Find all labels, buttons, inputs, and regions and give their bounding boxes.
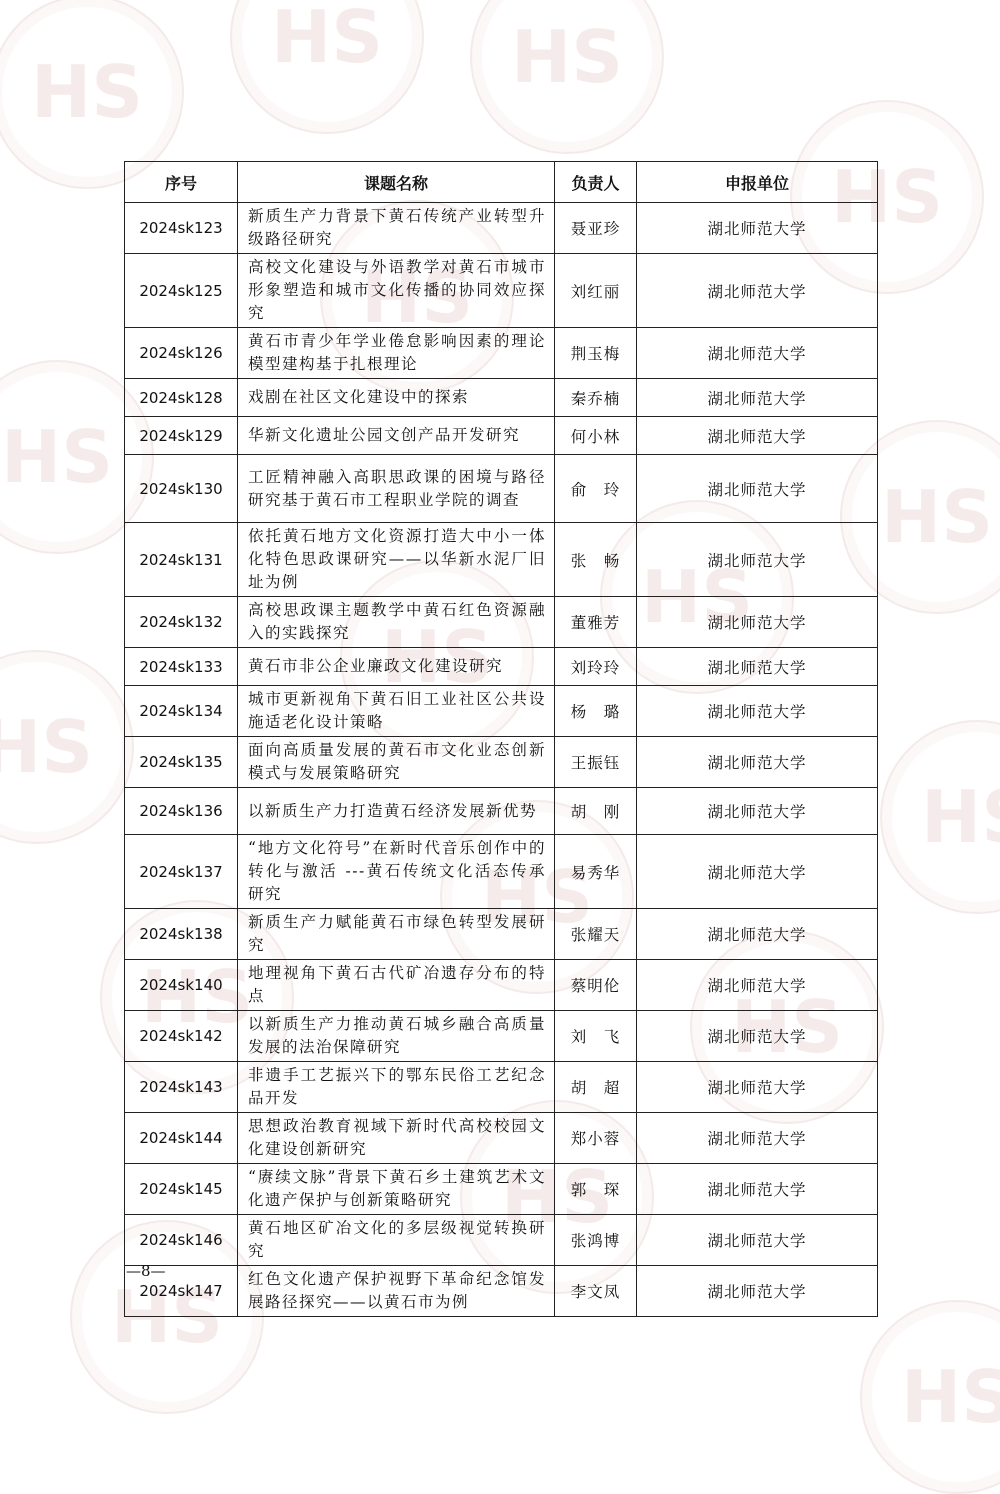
table-row xyxy=(125,523,878,597)
table-row xyxy=(125,379,878,417)
table-row xyxy=(125,686,878,737)
title-cell: 黄石地区矿冶文化的多层级视觉转换研究 xyxy=(238,1215,555,1266)
title-cell: 依托黄石地方文化资源打造大中小一体化特色思政课研究——以华新水泥厂旧址为例 xyxy=(238,523,555,597)
unit-cell: 湖北师范大学 xyxy=(637,1164,878,1215)
unit-cell: 湖北师范大学 xyxy=(637,909,878,960)
title-cell: 高校文化建设与外语教学对黄石市城市形象塑造和城市文化传播的协同效应探究 xyxy=(238,254,555,328)
title-cell: 红色文化遗产保护视野下革命纪念馆发展路径探究——以黄石市为例 xyxy=(238,1266,555,1317)
serial-cell: 2024sk136 xyxy=(125,788,238,835)
serial-cell: 2024sk146 xyxy=(125,1215,238,1266)
table-row xyxy=(125,737,878,788)
serial-cell: 2024sk138 xyxy=(125,909,238,960)
person-cell: 刘玲玲 xyxy=(555,648,637,686)
title-cell: 地理视角下黄石古代矿冶遗存分布的特点 xyxy=(238,960,555,1011)
serial-cell: 2024sk142 xyxy=(125,1011,238,1062)
unit-cell: 湖北师范大学 xyxy=(637,686,878,737)
title-cell: 戏剧在社区文化建设中的探索 xyxy=(238,379,555,417)
title-cell: 工匠精神融入高职思政课的困境与路径研究基于黄石市工程职业学院的调查 xyxy=(238,455,555,523)
title-cell: 新质生产力背景下黄石传统产业转型升级路径研究 xyxy=(238,203,555,254)
unit-cell: 湖北师范大学 xyxy=(637,328,878,379)
person-cell: 杨 璐 xyxy=(555,686,637,737)
table-row xyxy=(125,1011,878,1062)
table-row xyxy=(125,960,878,1011)
serial-cell: 2024sk145 xyxy=(125,1164,238,1215)
person-cell: 何小林 xyxy=(555,417,637,455)
table-row xyxy=(125,788,878,835)
title-cell: 面向高质量发展的黄石市文化业态创新模式与发展策略研究 xyxy=(238,737,555,788)
person-cell: 董雅芳 xyxy=(555,597,637,648)
table-row xyxy=(125,597,878,648)
header-unit: 申报单位 xyxy=(637,162,878,203)
title-cell: 黄石市青少年学业倦怠影响因素的理论模型建构基于扎根理论 xyxy=(238,328,555,379)
unit-cell: 湖北师范大学 xyxy=(637,417,878,455)
hs-seal-watermark xyxy=(860,1300,1000,1494)
hs-seal-watermark xyxy=(470,0,664,154)
serial-cell: 2024sk126 xyxy=(125,328,238,379)
table-row xyxy=(125,203,878,254)
person-cell: 郭 琛 xyxy=(555,1164,637,1215)
unit-cell: 湖北师范大学 xyxy=(637,1113,878,1164)
table-row xyxy=(125,1062,878,1113)
unit-cell: 湖北师范大学 xyxy=(637,597,878,648)
person-cell: 胡 刚 xyxy=(555,788,637,835)
person-cell: 郑小蓉 xyxy=(555,1113,637,1164)
table-row xyxy=(125,254,878,328)
table-row xyxy=(125,417,878,455)
title-cell: “地方文化符号”在新时代音乐创作中的转化与激活 ---黄石传统文化活态传承研究 xyxy=(238,835,555,909)
person-cell: 刘红丽 xyxy=(555,254,637,328)
unit-cell: 湖北师范大学 xyxy=(637,379,878,417)
person-cell: 秦乔楠 xyxy=(555,379,637,417)
table-row xyxy=(125,648,878,686)
title-cell: 非遗手工艺振兴下的鄂东民俗工艺纪念品开发 xyxy=(238,1062,555,1113)
serial-cell: 2024sk144 xyxy=(125,1113,238,1164)
serial-cell: 2024sk130 xyxy=(125,455,238,523)
person-cell: 聂亚珍 xyxy=(555,203,637,254)
unit-cell: 湖北师范大学 xyxy=(637,455,878,523)
person-cell: 张耀天 xyxy=(555,909,637,960)
hs-seal-watermark xyxy=(230,0,424,134)
serial-cell: 2024sk133 xyxy=(125,648,238,686)
unit-cell: 湖北师范大学 xyxy=(637,254,878,328)
table-row xyxy=(125,835,878,909)
serial-cell: 2024sk143 xyxy=(125,1062,238,1113)
person-cell: 蔡明伦 xyxy=(555,960,637,1011)
title-cell: 华新文化遗址公园文创产品开发研究 xyxy=(238,417,555,455)
hs-seal-watermark xyxy=(880,720,1000,914)
table-row xyxy=(125,1164,878,1215)
hs-seal-watermark xyxy=(0,650,134,844)
title-cell: 城市更新视角下黄石旧工业社区公共设施适老化设计策略 xyxy=(238,686,555,737)
table-row xyxy=(125,1266,878,1317)
serial-cell: 2024sk131 xyxy=(125,523,238,597)
unit-cell: 湖北师范大学 xyxy=(637,523,878,597)
person-cell: 胡 超 xyxy=(555,1062,637,1113)
unit-cell: 湖北师范大学 xyxy=(637,1062,878,1113)
serial-cell: 2024sk147 xyxy=(125,1266,238,1317)
title-cell: “赓续文脉”背景下黄石乡土建筑艺术文化遗产保护与创新策略研究 xyxy=(238,1164,555,1215)
unit-cell: 湖北师范大学 xyxy=(637,1266,878,1317)
unit-cell: 湖北师范大学 xyxy=(637,1011,878,1062)
unit-cell: 湖北师范大学 xyxy=(637,835,878,909)
title-cell: 思想政治教育视域下新时代高校校园文化建设创新研究 xyxy=(238,1113,555,1164)
table-row xyxy=(125,1215,878,1266)
table-body xyxy=(125,203,878,1317)
project-table xyxy=(124,161,878,1317)
unit-cell: 湖北师范大学 xyxy=(637,648,878,686)
person-cell: 张 畅 xyxy=(555,523,637,597)
serial-cell: 2024sk135 xyxy=(125,737,238,788)
person-cell: 刘 飞 xyxy=(555,1011,637,1062)
unit-cell: 湖北师范大学 xyxy=(637,1215,878,1266)
table-row xyxy=(125,1113,878,1164)
serial-cell: 2024sk128 xyxy=(125,379,238,417)
person-cell: 李文凤 xyxy=(555,1266,637,1317)
title-cell: 高校思政课主题教学中黄石红色资源融入的实践探究 xyxy=(238,597,555,648)
person-cell: 荆玉梅 xyxy=(555,328,637,379)
unit-cell: 湖北师范大学 xyxy=(637,737,878,788)
unit-cell: 湖北师范大学 xyxy=(637,203,878,254)
title-cell: 黄石市非公企业廉政文化建设研究 xyxy=(238,648,555,686)
person-cell: 王振钰 xyxy=(555,737,637,788)
table-row xyxy=(125,455,878,523)
header-person: 负责人 xyxy=(555,162,637,203)
unit-cell: 湖北师范大学 xyxy=(637,960,878,1011)
header-serial: 序号 xyxy=(125,162,238,203)
title-cell: 以新质生产力打造黄石经济发展新优势 xyxy=(238,788,555,835)
serial-cell: 2024sk125 xyxy=(125,254,238,328)
page-number: —8— xyxy=(126,1262,166,1280)
table-row xyxy=(125,909,878,960)
serial-cell: 2024sk132 xyxy=(125,597,238,648)
person-cell: 易秀华 xyxy=(555,835,637,909)
table-header-row xyxy=(125,162,878,203)
serial-cell: 2024sk134 xyxy=(125,686,238,737)
person-cell: 俞 玲 xyxy=(555,455,637,523)
unit-cell: 湖北师范大学 xyxy=(637,788,878,835)
title-cell: 以新质生产力推动黄石城乡融合高质量发展的法治保障研究 xyxy=(238,1011,555,1062)
serial-cell: 2024sk140 xyxy=(125,960,238,1011)
person-cell: 张鸿博 xyxy=(555,1215,637,1266)
serial-cell: 2024sk137 xyxy=(125,835,238,909)
title-cell: 新质生产力赋能黄石市绿色转型发展研究 xyxy=(238,909,555,960)
serial-cell: 2024sk129 xyxy=(125,417,238,455)
table-row xyxy=(125,328,878,379)
header-title: 课题名称 xyxy=(238,162,555,203)
serial-cell: 2024sk123 xyxy=(125,203,238,254)
